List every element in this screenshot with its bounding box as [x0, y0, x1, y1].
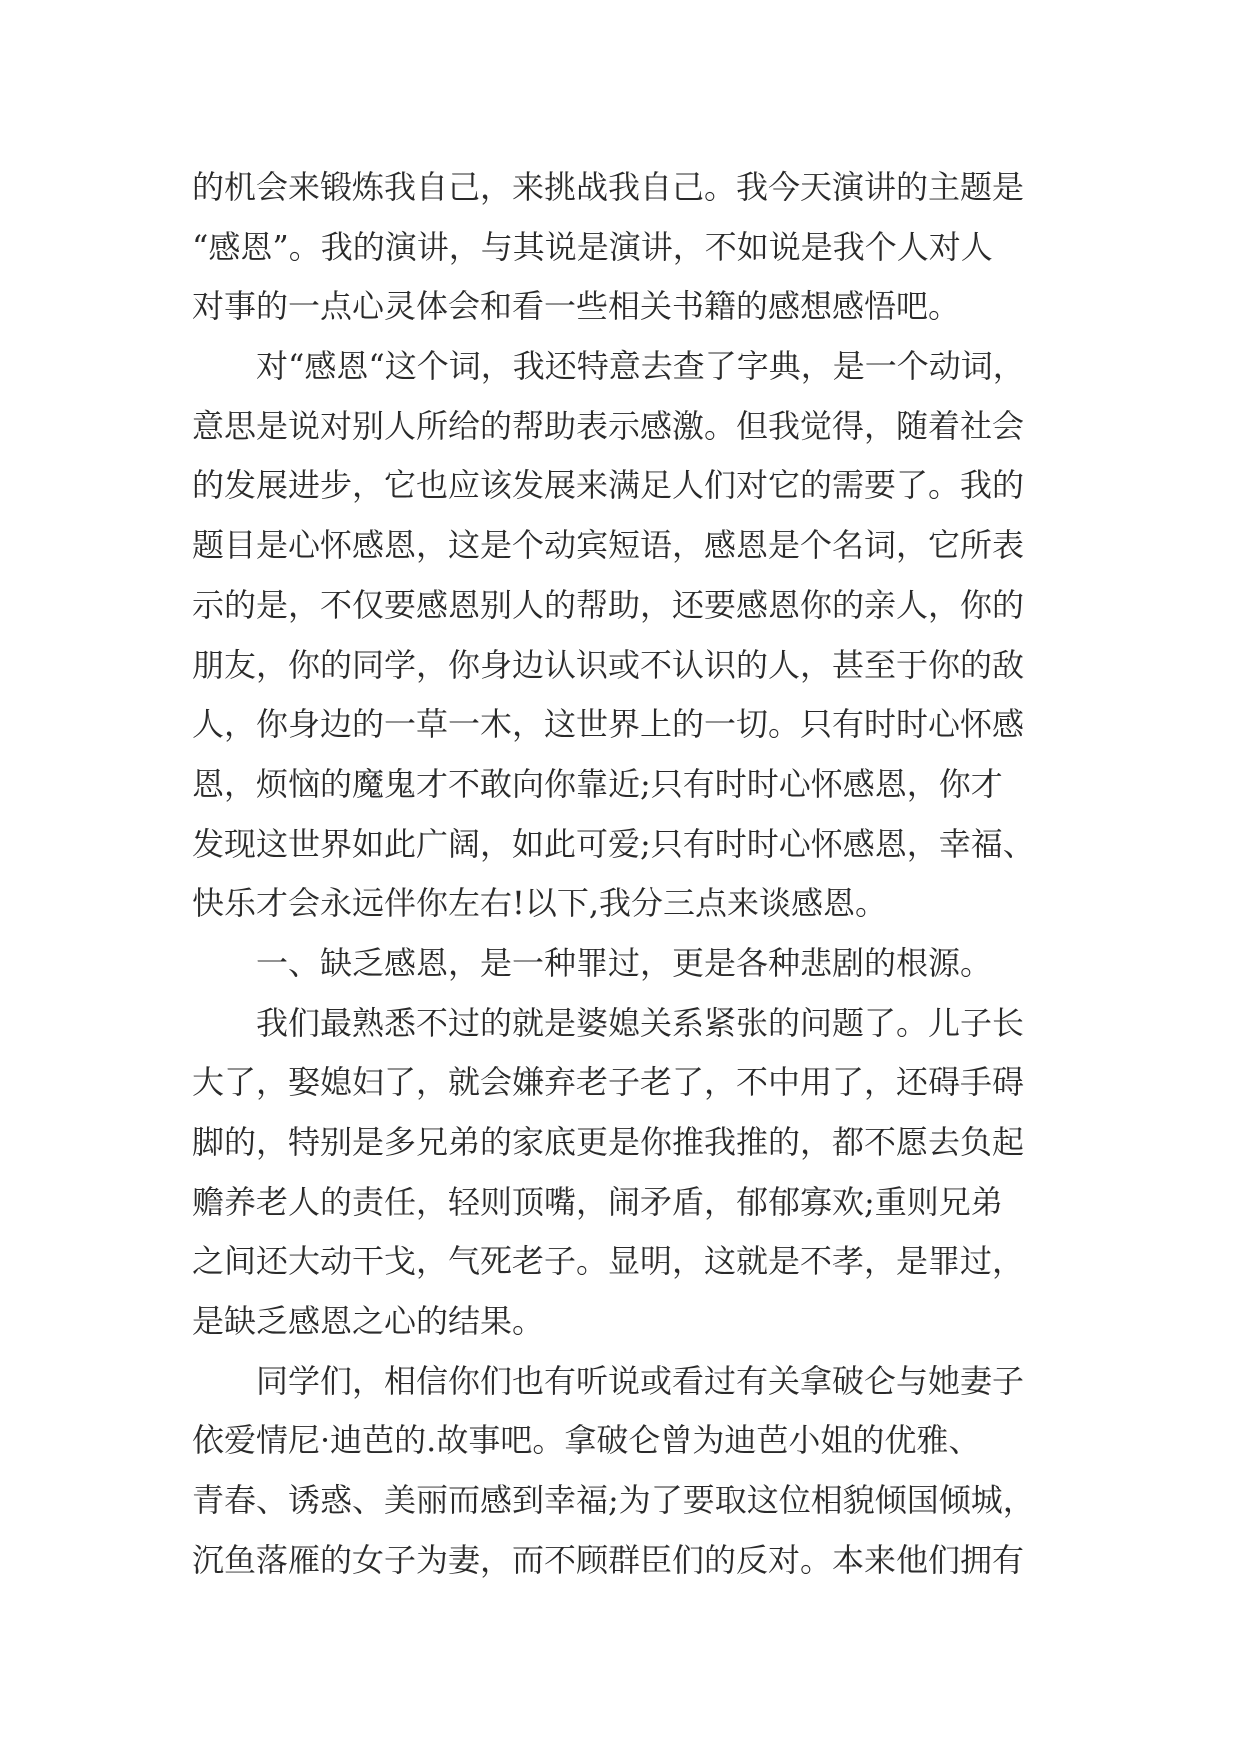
- paragraph-4: [192, 994, 1062, 1352]
- text-line: 依爱情尼·迪芭的.故事吧。拿破仑曾为迪芭小姐的优雅、: [192, 1421, 981, 1460]
- text-line: 意思是说对别人所给的帮助表示感激。但我觉得，随着社会: [192, 406, 1025, 445]
- text-line: 快乐才会永远伴你左右!以下,我分三点来谈感恩。: [192, 884, 888, 923]
- paragraph-5: [192, 1352, 1062, 1591]
- text-line: 大了，娶媳妇了，就会嫌弃老子老了，不中用了，还碍手碍: [192, 1063, 1025, 1102]
- paragraph-3-section-heading: [192, 934, 1062, 994]
- text-line: 青春、诱惑、美丽而感到幸福;为了要取这位相貌倾国倾城，: [192, 1481, 1035, 1520]
- paragraph-2: [192, 337, 1062, 934]
- section-heading: 一、缺乏感恩，是一种罪过，更是各种悲剧的根源。: [256, 943, 993, 982]
- text-line: 发现这世界如此广阔，如此可爱;只有时时心怀感恩，幸福、: [192, 824, 1035, 863]
- text-line: 朋友，你的同学，你身边认识或不认识的人，甚至于你的敌: [192, 645, 1025, 684]
- text-line: 恩，烦恼的魔鬼才不敢向你靠近;只有时时心怀感恩，你才: [192, 764, 1003, 803]
- text-line: 对“感恩“这个词，我还特意去查了字典，是一个动词，: [256, 347, 1025, 386]
- text-line: 的发展进步，它也应该发展来满足人们对它的需要了。我的: [192, 466, 1025, 505]
- text-line: 题目是心怀感恩，这是个动宾短语，感恩是个名词，它所表: [192, 526, 1025, 565]
- text-line: “感恩”。我的演讲，与其说是演讲，不如说是我个人对人: [192, 227, 993, 266]
- text-line: 是缺乏感恩之心的结果。: [192, 1302, 545, 1341]
- text-line: 的机会来锻炼我自己，来挑战我自己。我今天演讲的主题是: [192, 168, 1025, 206]
- text-line: 对事的一点心灵体会和看一些相关书籍的感想感悟吧。: [192, 287, 961, 326]
- text-line: 同学们，相信你们也有听说或看过有关拿破仑与她妻子: [256, 1361, 1025, 1400]
- text-line: 人，你身边的一草一木，这世界上的一切。只有时时心怀感: [192, 705, 1025, 744]
- text-line: 示的是，不仅要感恩别人的帮助，还要感恩你的亲人，你的: [192, 585, 1025, 624]
- text-line: 沉鱼落雁的女子为妻，而不顾群臣们的反对。本来他们拥有: [192, 1540, 1025, 1579]
- text-line: 赡养老人的责任，轻则顶嘴，闹矛盾，郁郁寡欢;重则兄弟: [192, 1182, 1003, 1221]
- paragraph-1: [192, 158, 1062, 337]
- text-line: 我们最熟悉不过的就是婆媳关系紧张的问题了。儿子长: [256, 1003, 1025, 1042]
- text-line: 之间还大动干戈，气死老子。显明，这就是不孝，是罪过，: [192, 1242, 1025, 1281]
- text-line: 脚的，特别是多兄弟的家底更是你推我推的，都不愿去负起: [192, 1123, 1025, 1161]
- body-text: [192, 158, 1062, 1591]
